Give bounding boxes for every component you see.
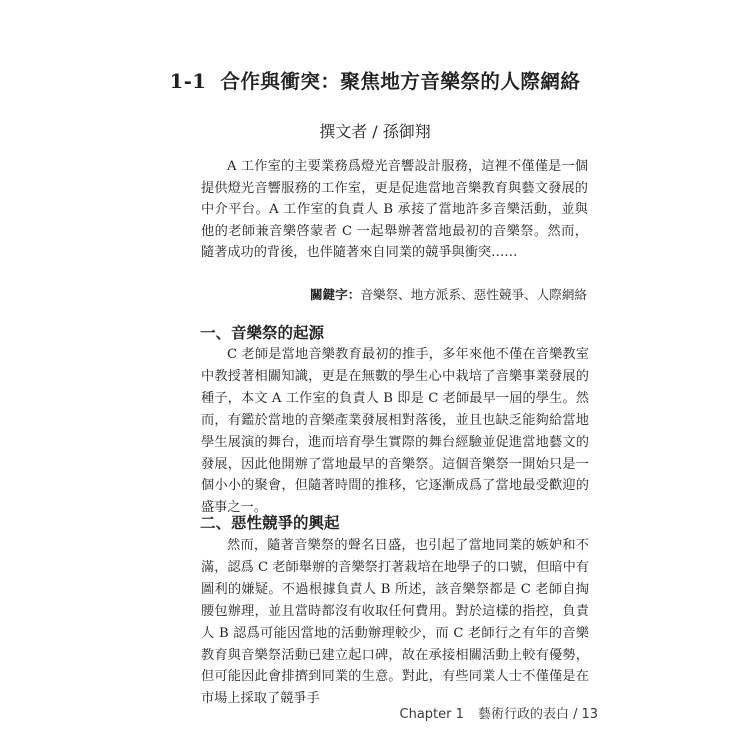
section-title-text: 合作與衝突：聚焦地方音樂祭的人際網絡 (220, 70, 581, 93)
section-heading-1: 一、音樂祭的起源 (200, 323, 325, 342)
section-heading-2: 二、惡性競爭的興起 (200, 513, 340, 532)
section-body-2 (201, 535, 589, 710)
footer-chapter: Chapter 1 (399, 707, 464, 722)
paragraph: 然而，隨著音樂祭的聲名日盛，也引起了當地同業的嫉妒和不滿，認爲 C 老師舉辦的音樂祭打著栽培在地學子的口號，但暗中有圖利的嫌疑。不過根據負責人 B 所述，該音樂祭都是 C 老師自掏腰包辦理，並且當時都沒有收取任何費用。對於這樣的指控，負責人 B 認爲可能因當地的活動辦理較少，而 C 老師行之有年的音樂教育與音樂祭活動已建立起口碑，故在承接相關活動上較有優勢，但可能因此會排擠到同業的生意。對此，有些同業人士不僅僅是在市場上採取了競爭手 (201, 538, 589, 707)
page-number: 13 (581, 707, 598, 722)
footer-separator: / (573, 707, 578, 722)
keywords-line (310, 284, 587, 303)
keywords-label: 關鍵字： (309, 287, 361, 302)
paragraph: C 老師是當地音樂教育最初的推手，多年來他不僅在音樂教室中教授著相關知識，更是在無數的學生心中栽培了音樂事業發展的種子，本文 A 工作室的負責人 B 即是 C 老師最早一屆的學生。然而，有鑑於當地的音樂產業發展相對落後，並且也缺乏能夠給當地學生展演的舞台，進而培育學生實際的舞台經驗並促進當地藝文的發展，因此他開辦了當地最早的音樂祭。這個音樂祭一開始只是一個小小的聚會，但隨著時間的推移，它逐漸成爲了當地最受歡迎的盛事之一。 (201, 347, 589, 516)
footer-chapter-title: 藝術行政的表白 (478, 707, 570, 722)
page-footer (400, 703, 598, 722)
author-line: 撰文者 / 孫御翔 (319, 122, 431, 141)
section-body-1 (201, 344, 589, 519)
chapter-section-title (0, 66, 750, 94)
abstract (201, 156, 588, 264)
keywords-text: 音樂祭、地方派系、惡性競爭、人際網絡 (360, 287, 587, 302)
abstract-paragraph: A 工作室的主要業務爲燈光音響設計服務，這裡不僅僅是一個提供燈光音響服務的工作室，更是促進當地音樂教育與藝文發展的中介平台。A 工作室的負責人 B 承接了當地許多音樂活動，並與他的老師兼音樂啓蒙者 C 一起舉辦著當地最初的音樂祭。然而，隨著成功的背後，也伴隨著來自同業的競爭與衝突…… (201, 159, 588, 261)
section-number: 1-1 (169, 70, 207, 93)
